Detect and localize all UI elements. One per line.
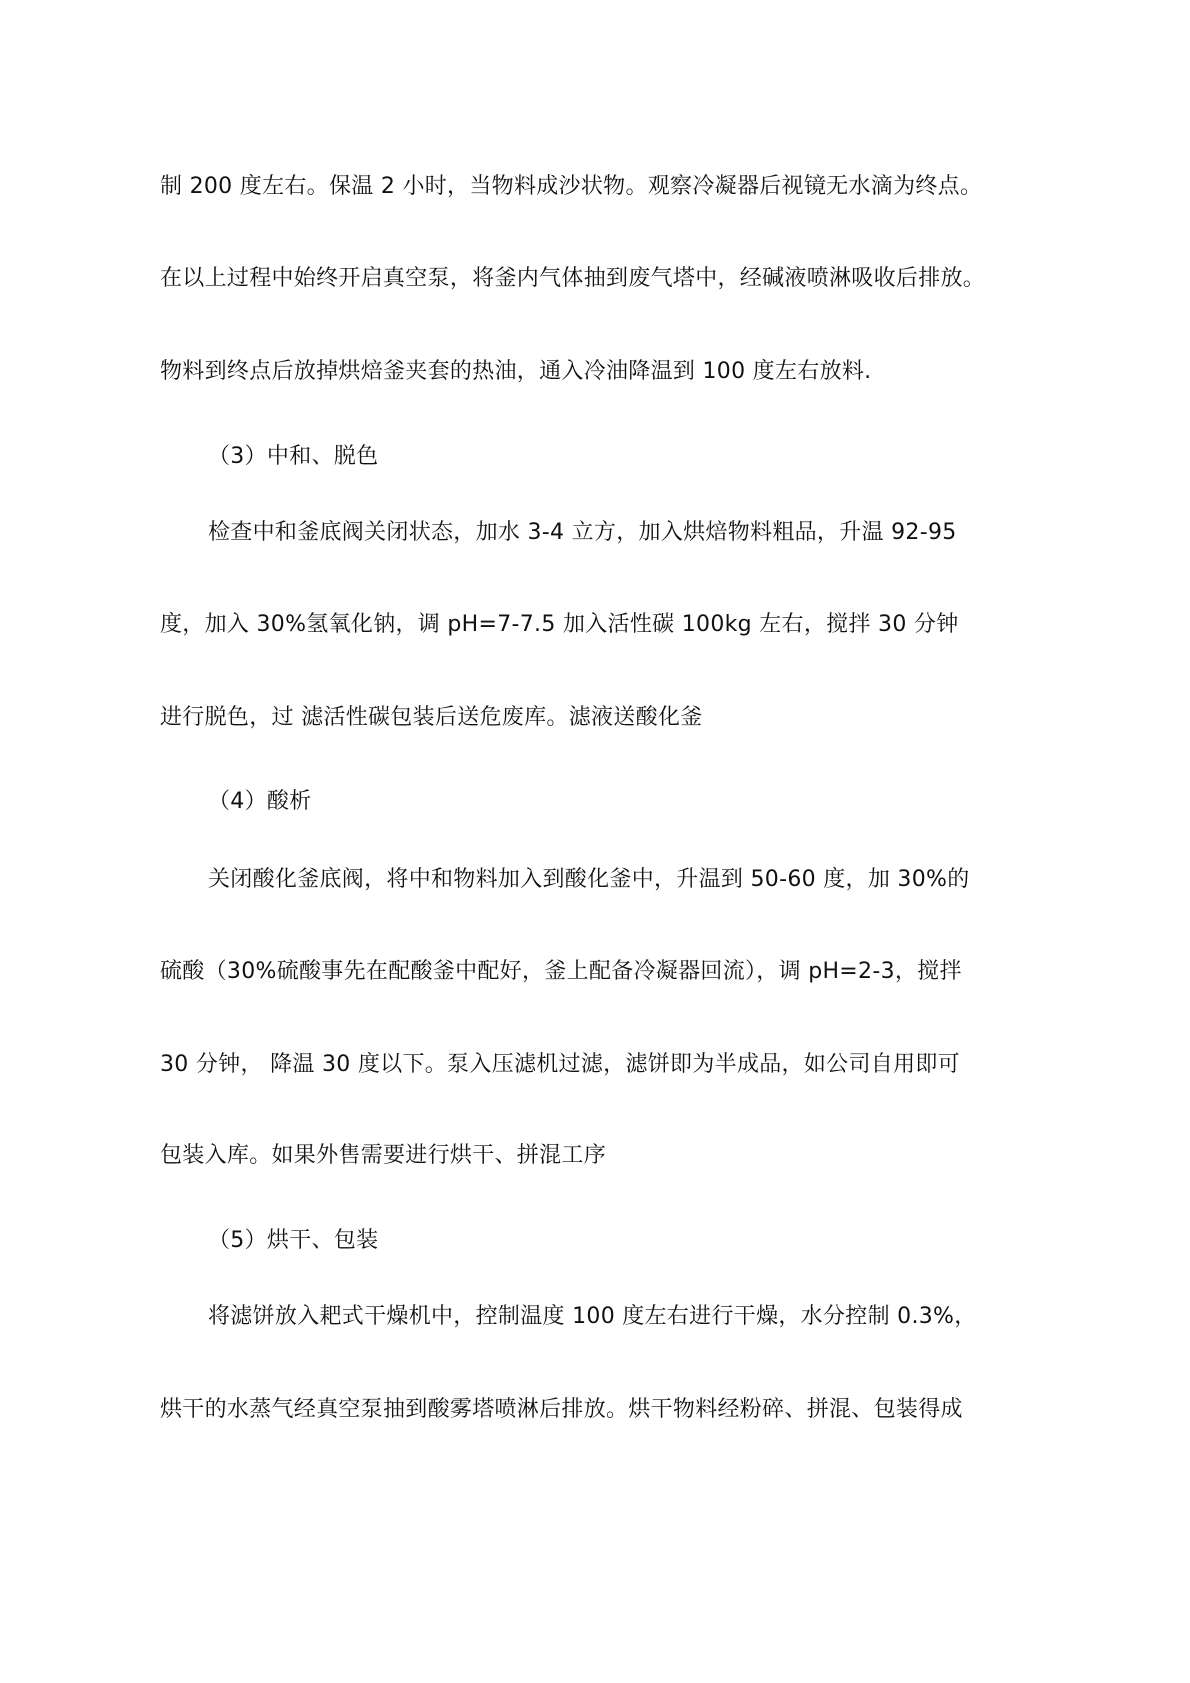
paragraph-line: 关闭酸化釜底阀，将中和物料加入到酸化釜中，升温到 50-60 度，加 30%的 xyxy=(208,867,970,892)
paragraph-line: 烘干的水蒸气经真空泵抽到酸雾塔喷淋后排放。烘干物料经粉碎、拼混、包装得成 xyxy=(160,1397,963,1422)
section-heading: （3）中和、脱色 xyxy=(208,444,379,469)
paragraph-line: 进行脱色，过 滤活性碳包装后送危废库。滤液送酸化釜 xyxy=(160,705,703,730)
paragraph-line: 在以上过程中始终开启真空泵，将釜内气体抽到废气塔中，经碱液喷淋吸收后排放。 xyxy=(160,266,986,291)
paragraph-line: 30 分钟， 降温 30 度以下。泵入压滤机过滤，滤饼即为半成品，如公司自用即可 xyxy=(160,1052,960,1077)
section-heading: （5）烘干、包装 xyxy=(208,1228,379,1253)
paragraph-line: 将滤饼放入耙式干燥机中，控制温度 100 度左右进行干燥，水分控制 0.3%， xyxy=(208,1304,977,1329)
paragraph-line: 硫酸（30%硫酸事先在配酸釜中配好，釜上配备冷凝器回流），调 pH=2-3，搅拌 xyxy=(160,959,962,984)
section-heading: （4）酸析 xyxy=(208,789,312,814)
paragraph-line: 度，加入 30%氢氧化钠，调 pH=7-7.5 加入活性碳 100kg 左右，搅拌 30 分钟 xyxy=(160,612,959,637)
paragraph-line: 制 200 度左右。保温 2 小时，当物料成沙状物。观察冷凝器后视镜无水滴为终点。 xyxy=(160,174,983,199)
paragraph-line: 包装入库。如果外售需要进行烘干、拼混工序 xyxy=(160,1143,607,1168)
paragraph-line: 物料到终点后放掉烘焙釜夹套的热油，通入冷油降温到 100 度左右放料. xyxy=(160,359,872,384)
paragraph-line: 检查中和釜底阀关闭状态，加水 3-4 立方，加入烘焙物料粗品，升温 92-95 xyxy=(208,520,957,545)
